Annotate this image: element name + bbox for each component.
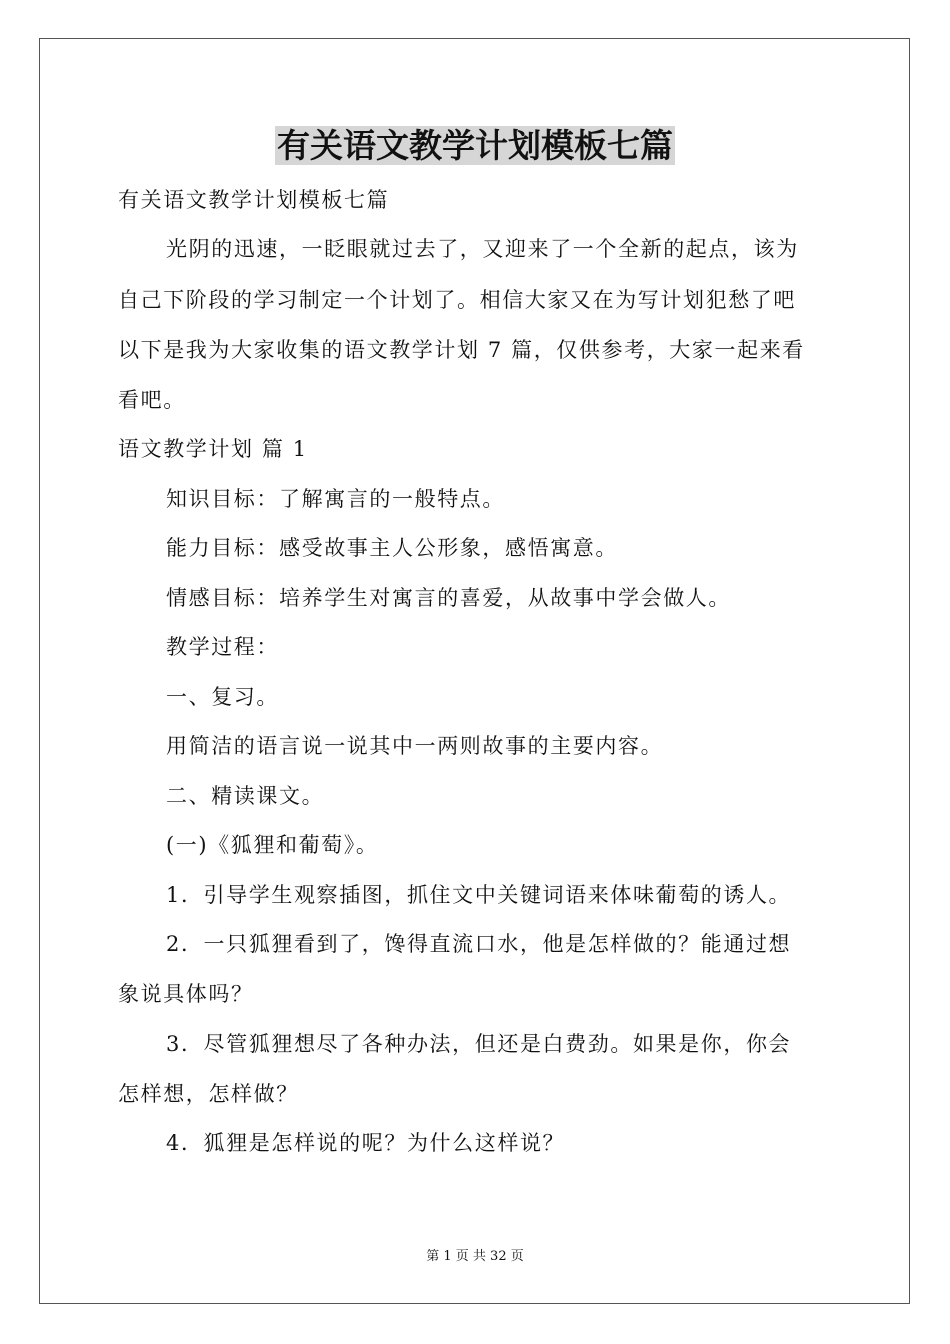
page-border — [39, 38, 910, 1304]
document-title: 有关语文教学计划模板七篇 — [277, 126, 673, 165]
page-footer: 第 1 页 共 32 页 — [426, 1249, 524, 1264]
text-line-ability-goal: 能力目标：感受故事主人公形象，感悟寓意。 — [166, 536, 618, 560]
section-heading: 语文教学计划 篇 1 — [118, 437, 308, 461]
text-line-process: 教学过程： — [166, 635, 279, 659]
text-line-step-1: 1．引导学生观察插图，抓住文中关键词语来体味葡萄的诱人。 — [166, 883, 792, 907]
text-line-intro-4: 看吧。 — [118, 388, 186, 412]
text-line-step-4: 4．狐狸是怎样说的呢？为什么这样说？ — [166, 1131, 566, 1155]
text-line-intro-1: 光阴的迅速，一眨眼就过去了，又迎来了一个全新的起点，该为 — [166, 237, 799, 261]
text-line-intro-2: 自己下阶段的学习制定一个计划了。相信大家又在为写计划犯愁了吧 — [118, 288, 796, 312]
text-line-step-2b: 象说具体吗？ — [118, 982, 254, 1006]
text-line-knowledge-goal: 知识目标：了解寓言的一般特点。 — [166, 487, 505, 511]
text-line-intro-3: 以下是我为大家收集的语文教学计划 7 篇，仅供参考，大家一起来看 — [118, 338, 805, 362]
text-line-step-3b: 怎样想，怎样做？ — [118, 1082, 299, 1106]
text-line-review: 一、复习。 — [166, 685, 279, 709]
text-line-intensive-reading: 二、精读课文。 — [166, 784, 325, 808]
text-line-subtitle: 有关语文教学计划模板七篇 — [118, 188, 390, 212]
text-line-review-detail: 用简洁的语言说一说其中一两则故事的主要内容。 — [166, 734, 664, 758]
text-line-story-title: (一)《狐狸和葡萄》。 — [166, 833, 379, 857]
text-line-emotion-goal: 情感目标：培养学生对寓言的喜爱，从故事中学会做人。 — [166, 586, 731, 610]
text-line-step-3a: 3．尽管狐狸想尽了各种办法，但还是白费劲。如果是你，你会 — [166, 1032, 792, 1056]
text-line-step-2a: 2．一只狐狸看到了，馋得直流口水，他是怎样做的？能通过想 — [166, 932, 792, 956]
